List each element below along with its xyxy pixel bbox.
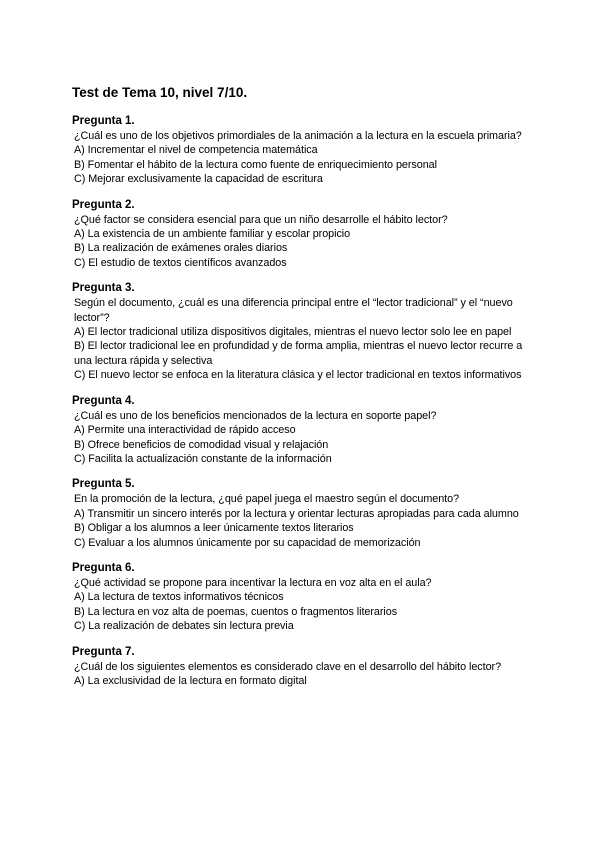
question-4 [72,394,532,467]
document-title: Test de Tema 10, nivel 7/10. [72,85,248,100]
answer-option-c: C) La realización de debates sin lectura previa [74,620,294,633]
question-label: Pregunta 3. [72,282,135,295]
question-text: En la promoción de la lectura, ¿qué papel juega el maestro según el documento? [74,493,460,506]
question-label: Pregunta 4. [72,394,135,407]
answer-option-c: C) Evaluar a los alumnos únicamente por su capacidad de memorización [74,536,421,549]
answer-option-c: C) El nuevo lector se enfoca en la literatura clásica y el lector tradicional en textos informativos [74,369,522,382]
answer-option-b: B) Ofrece beneficios de comodidad visual y relajación [74,438,329,451]
question-text: ¿Cuál es uno de los beneficios mencionados de la lectura en soporte papel? [74,409,437,422]
answer-option-a: A) La exclusividad de la lectura en formato digital [74,674,307,687]
answer-option-c: C) Facilita la actualización constante de la información [74,452,332,465]
question-text: ¿Cuál es uno de los objetivos primordiales de la animación a la lectura en la escuela primaria? [74,130,522,142]
answer-option-a: A) El lector tradicional utiliza dispositivos digitales, mientras el nuevo lector solo lee en papel [74,326,512,339]
answer-option-b: B) La realización de exámenes orales diarios [74,242,288,255]
question-text: ¿Qué actividad se propone para incentivar la lectura en voz alta en el aula? [74,576,432,589]
answer-option-c: C) El estudio de textos científicos avanzados [74,256,287,269]
answer-option-a: A) Incrementar el nivel de competencia matemática [74,144,318,157]
answer-option-c: C) Mejorar exclusivamente la capacidad de escritura [74,173,323,186]
answer-option-a: A) La existencia de un ambiente familiar y escolar propicio [74,228,351,241]
question-text: ¿Cuál de los siguientes elementos es considerado clave en el desarrollo del hábito lector? [74,660,502,673]
question-6 [72,561,532,634]
question-label: Pregunta 5. [72,478,135,491]
question-text: ¿Qué factor se considera esencial para que un niño desarrolle el hábito lector? [74,213,448,226]
answer-option-b: B) La lectura en voz alta de poemas, cuentos o fragmentos literarios [74,605,398,618]
question-label: Pregunta 6. [72,561,135,574]
question-label: Pregunta 2. [72,198,135,211]
question-5 [72,477,532,550]
answer-option-a: A) Transmitir un sincero interés por la lectura y orientar lecturas apropiadas para cada alumno [74,507,519,520]
question-text: Según el documento, ¿cuál es una diferencia principal entre el “lector tradicional” y el “nuevo lector”? [74,297,513,324]
question-1 [72,114,532,187]
question-3 [72,281,532,382]
question-2 [72,198,532,271]
answer-option-b: B) Obligar a los alumnos a leer únicamente textos literarios [74,522,354,535]
question-label: Pregunta 7. [72,645,135,658]
answer-option-b: B) Fomentar el hábito de la lectura como fuente de enriquecimiento personal [74,158,437,171]
answer-option-a: A) Permite una interactividad de rápido acceso [74,424,296,437]
question-label: Pregunta 1. [72,115,135,127]
answer-option-b: B) El lector tradicional lee en profundidad y de forma amplia, mientras el nuevo lector recurre a una lectura rápida y selectiva [74,340,523,367]
answer-option-a: A) La lectura de textos informativos técnicos [74,591,284,604]
question-7 [72,645,532,689]
document-page [72,84,532,699]
